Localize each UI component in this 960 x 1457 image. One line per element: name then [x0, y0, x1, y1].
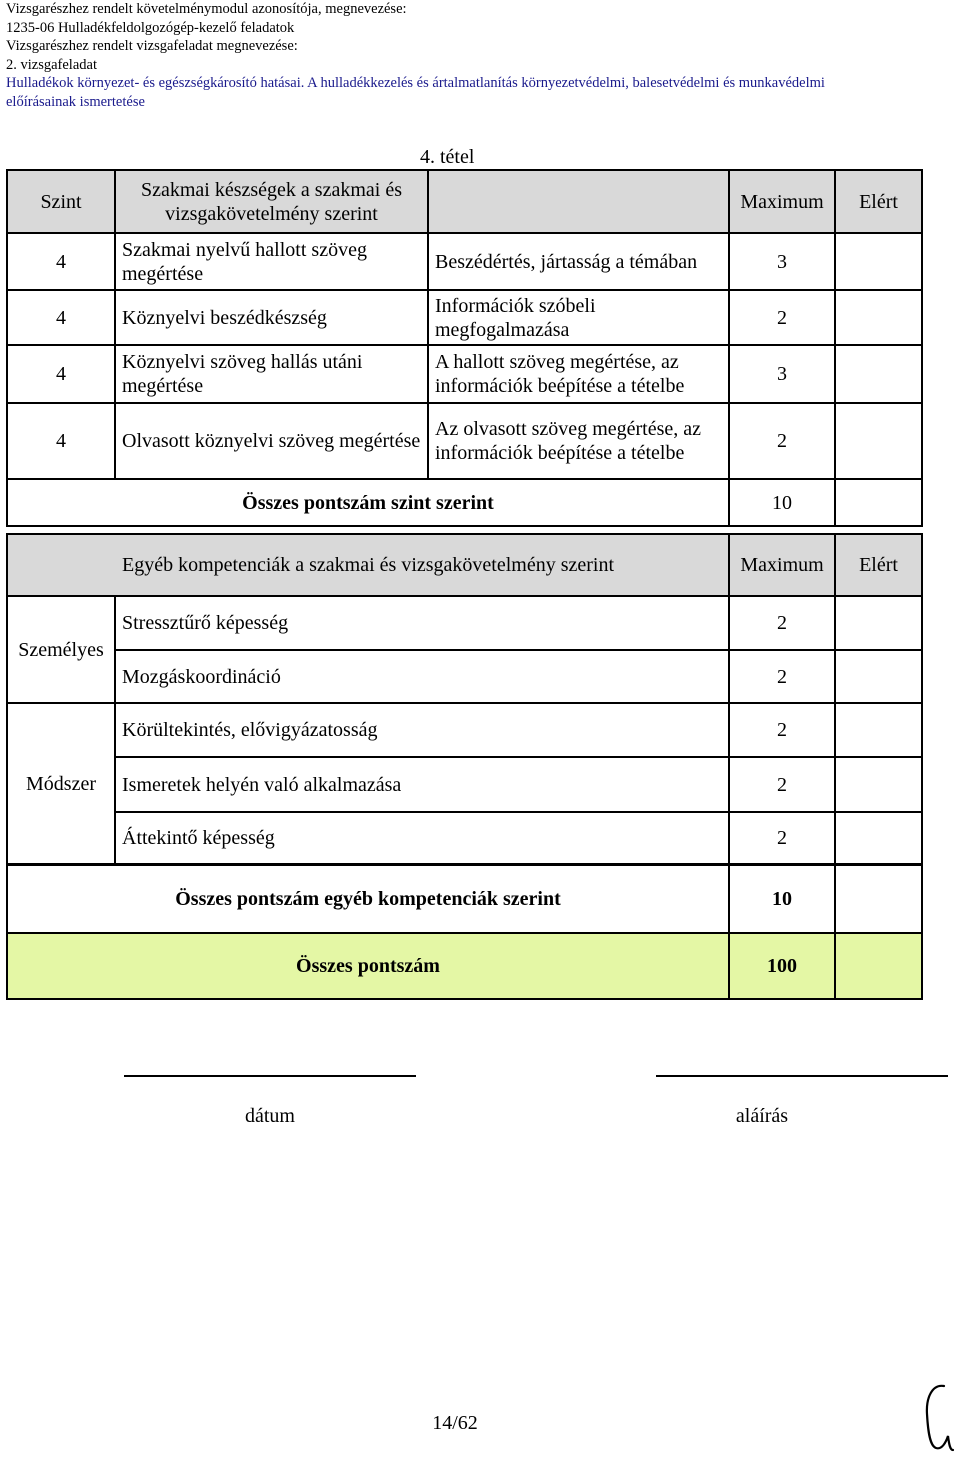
skill-cell: Olvasott köznyelvi szöveg megértése: [115, 403, 428, 479]
task-cell: Információk szóbeli megfogalmazása: [428, 290, 729, 345]
level-cell: 4: [7, 403, 115, 479]
group-cell: Módszer: [7, 703, 115, 864]
task-cell: A hallott szöveg megértése, az információk beépítése a tételbe: [428, 345, 729, 403]
max-cell: 2: [729, 650, 835, 703]
table-row: [7, 650, 922, 703]
competence-table: [6, 533, 923, 865]
skills-header-row: [7, 170, 922, 233]
header-line-task-title-cont: előírásainak ismertetése: [6, 93, 145, 110]
grand-total-elert[interactable]: [835, 933, 922, 999]
totals-table: [6, 864, 923, 1000]
level-cell: 4: [7, 290, 115, 345]
max-cell: 2: [729, 403, 835, 479]
elert-cell[interactable]: [835, 703, 922, 757]
page-number: 14/62: [432, 1412, 478, 1434]
elert-cell[interactable]: [835, 757, 922, 812]
col-header-elert: Elért: [835, 170, 922, 233]
date-line[interactable]: [124, 1075, 416, 1077]
level-cell: 4: [7, 345, 115, 403]
col-header-elert: Elért: [835, 534, 922, 596]
max-cell: 2: [729, 812, 835, 864]
competence-spacer: [428, 596, 729, 650]
competence-label: Áttekintő képesség: [115, 812, 428, 864]
header-line-task-number: 2. vizsgafeladat: [6, 56, 97, 73]
col-header-max: Maximum: [729, 534, 835, 596]
competence-label: Ismeretek helyén való alkalmazása: [115, 757, 428, 812]
signature-line[interactable]: [656, 1075, 948, 1077]
max-cell: 2: [729, 757, 835, 812]
competence-spacer: [428, 650, 729, 703]
col-header-skills: Szakmai készségek a szakmai és vizsgakövetelmény szerint: [115, 170, 428, 233]
grand-total-label: Összes pontszám: [7, 933, 729, 999]
col-header-blank: [428, 170, 729, 233]
document-header: [6, 0, 956, 111]
handwritten-initial-icon: [922, 1380, 956, 1452]
skills-total-elert[interactable]: [835, 479, 922, 526]
competence-label: Körültekintés, elővigyázatosság: [115, 703, 428, 757]
item-title: 4. tétel: [420, 146, 475, 168]
elert-cell[interactable]: [835, 812, 922, 864]
competence-heading: Egyéb kompetenciák a szakmai és vizsgakövetelmény szerint: [7, 534, 729, 596]
max-cell: 3: [729, 233, 835, 290]
skills-table: [6, 169, 923, 527]
table-row: [7, 757, 922, 812]
table-row: [7, 596, 922, 650]
max-cell: 2: [729, 596, 835, 650]
table-row: [7, 812, 922, 864]
header-line-module-name: 1235-06 Hulladékfeldolgozógép-kezelő feladatok: [6, 19, 295, 36]
table-row: [7, 290, 922, 345]
level-cell: 4: [7, 233, 115, 290]
header-line-task-title: Hulladékok környezet- és egészségkárosító hatásai. A hulladékkezelés és ártalmatlanítás környezetvédelmi, balesetvédelmi és munkavédelmi: [6, 75, 825, 91]
elert-cell[interactable]: [835, 596, 922, 650]
max-cell: 2: [729, 703, 835, 757]
max-cell: 3: [729, 345, 835, 403]
table-row: [7, 403, 922, 479]
skills-total-value: 10: [729, 479, 835, 526]
competence-label: Stressztűrő képesség: [115, 596, 428, 650]
other-total-label: Összes pontszám egyéb kompetenciák szerint: [7, 865, 729, 933]
header-line-module-label: Vizsgarészhez rendelt követelménymodul azonosítója, megnevezése:: [6, 1, 407, 17]
col-header-szint: Szint: [7, 170, 115, 233]
elert-cell[interactable]: [835, 403, 922, 479]
competence-label: Mozgáskoordináció: [115, 650, 428, 703]
skill-cell: Szakmai nyelvű hallott szöveg megértése: [115, 233, 428, 290]
skills-total-label: Összes pontszám szint szerint: [7, 479, 729, 526]
competence-spacer: [428, 703, 729, 757]
header-line-task-label: Vizsgarészhez rendelt vizsgafeladat megnevezése:: [6, 38, 298, 54]
competence-spacer: [428, 812, 729, 864]
grand-total-row: [7, 933, 922, 999]
col-header-max: Maximum: [729, 170, 835, 233]
other-total-elert[interactable]: [835, 865, 922, 933]
elert-cell[interactable]: [835, 290, 922, 345]
task-cell: Beszédértés, jártasság a témában: [428, 233, 729, 290]
competence-spacer: [428, 757, 729, 812]
elert-cell[interactable]: [835, 650, 922, 703]
skills-total-row: [7, 479, 922, 526]
elert-cell[interactable]: [835, 345, 922, 403]
table-row: [7, 233, 922, 290]
competence-header-row: [7, 534, 922, 596]
other-total-value: 10: [729, 865, 835, 933]
elert-cell[interactable]: [835, 233, 922, 290]
task-cell: Az olvasott szöveg megértése, az információk beépítése a tételbe: [428, 403, 729, 479]
group-cell: Személyes: [7, 596, 115, 703]
table-row: [7, 703, 922, 757]
grand-total-value: 100: [729, 933, 835, 999]
skill-cell: Köznyelvi szöveg hallás utáni megértése: [115, 345, 428, 403]
table-row: [7, 345, 922, 403]
signature-label: aláírás: [735, 1105, 789, 1127]
skill-cell: Köznyelvi beszédkészség: [115, 290, 428, 345]
date-label: dátum: [245, 1105, 295, 1127]
other-total-row: [7, 865, 922, 933]
max-cell: 2: [729, 290, 835, 345]
